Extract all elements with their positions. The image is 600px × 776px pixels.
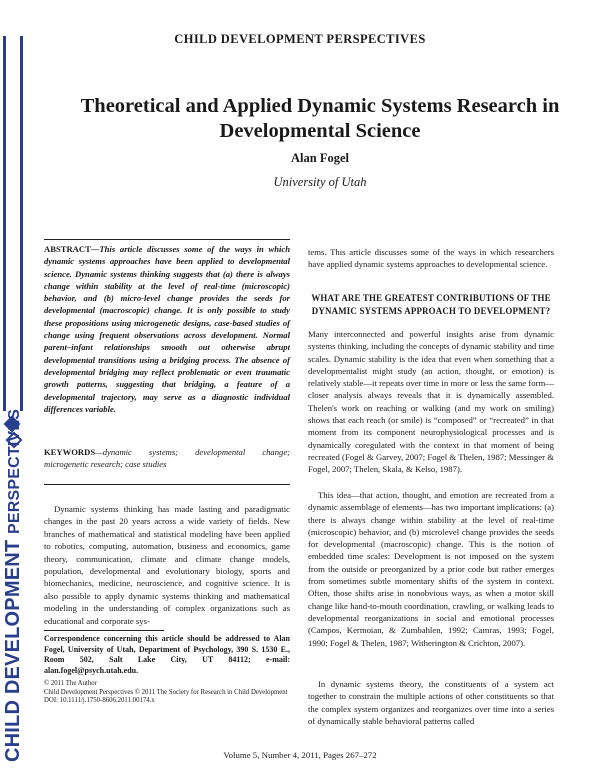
copyright-line: © 2011 The Author bbox=[44, 680, 97, 687]
banner-stripe bbox=[20, 36, 23, 411]
page-footer: Volume 5, Number 4, 2011, Pages 267–272 bbox=[223, 750, 377, 760]
keywords-label: KEYWORDS bbox=[44, 447, 96, 457]
intro-continuation: tems. This article discusses some of the ways in which researchers have applied dynamic systems approaches to developmental science. bbox=[308, 247, 554, 270]
author-affiliation: University of Utah bbox=[273, 175, 367, 189]
abstract-bottom-rule bbox=[44, 484, 290, 485]
abstract-label: ABSTRACT bbox=[44, 244, 91, 254]
copyright-line: Child Development Perspectives © 2011 The Society for Research in Child Development bbox=[44, 688, 288, 696]
running-head: CHILD DEVELOPMENT PERSPECTIVES bbox=[174, 32, 426, 46]
side-title-main: CHILD DEVELOPMENT bbox=[2, 539, 24, 762]
copyright-block bbox=[44, 680, 290, 706]
article-title: Theoretical and Applied Dynamic Systems Research in Developmental Science bbox=[80, 95, 560, 142]
article-author: Alan Fogel bbox=[291, 151, 349, 165]
correspondence-note: Correspondence concerning this article should be addressed to Alan Fogel, University of Utah, Department of Psychology, 390 S. 1530 E., Room 502, Salt Lake City, UT 84112; e-mail: alan.fogel@psych.utah.edu. bbox=[44, 634, 290, 675]
side-title-sub: PERSPECTIVES bbox=[6, 408, 23, 534]
doi-line: DOI: 10.1111/j.1750-8606.2011.00174.x bbox=[44, 697, 155, 705]
section-heading: WHAT ARE THE GREATEST CONTRIBUTIONS OF THE DYNAMIC SYSTEMS APPROACH TO DEVELOPMENT? bbox=[311, 293, 551, 316]
intro-paragraph: Dynamic systems thinking has made lasting and paradigmatic changes in the past 20 years across a wide variety of fields. New branches of mathematical and statistical modeling have been applied to robotics, computing, automation, business and economics, game theory, communication, climate and climate change models, population, developmental and evolutionary biology, sports and biomechanics, medicine, neuroscience, and cognitive science. It is also possible to apply dynamic systems thinking and mathematical modeling in the understanding of complex organizations such as educational and corporate sys- bbox=[44, 504, 290, 626]
footnote-rule bbox=[44, 630, 164, 631]
body-paragraph: In dynamic systems theory, the constituents of a system act together to constrain the multiple actions of other constituents so that the complex system organizes and reorganizes over time into a series of dynamically stable behavioral patterns called bbox=[308, 679, 554, 726]
abstract-top-rule bbox=[44, 239, 290, 240]
body-paragraph: This idea—that action, thought, and emotion are recreated from a dynamic assemblage of elements—has two important implications: (a) there is always change within stability at the level of real-time (microscopic) behavior, and (b) microlevel change provides the seeds for developmental (macroscopic) change. This is the notion of embedded time scales: Development is not imposed on the system from the outside or preorganized by a prior code but rather emerges from sometimes subtle momentary shifts of the system in context. Often, those shifts arise in nonobvious ways, as when a motor skill change like hand-to-mouth coordination, crawling, or walking leads to developmental reorganizations in social and emotional processes (Campos, Kermoian, & Zumbahlen, 1992; Camras, 1993; Fogel, 1990; Fogel & Thelen, 1987; Witherington & Crichton, 2007). bbox=[308, 490, 554, 648]
abstract-text: —This article discusses some of the ways in which dynamic systems approaches have been applied to developmental science. Dynamic systems thinking suggests that (a) there is always change within stability at the level of real-time (microscopic) behavior, and (b) micro-level change provides the seeds for developmental (macroscopic) change. It is only possible to study these propositions using microgenetic designs, case-based studies of change using frequent observations across development. Normal parent–infant relationships smooth out otherwise abrupt developmental transitions using a bridging process. The absence of developmental bridging may reflect problematic or even traumatic growth patterns, suggesting that bridging, a feature of a developmental trajectory, may serve as a diagnostic individual differences variable. bbox=[44, 244, 290, 414]
banner-stripe bbox=[3, 36, 6, 411]
keywords-text: —dynamic systems; developmental change; microgenetic research; case studies bbox=[44, 447, 290, 470]
abstract-block bbox=[44, 243, 290, 415]
journal-side-title bbox=[2, 409, 26, 762]
body-paragraph: Many interconnected and powerful insights arise from dynamic systems thinking, including the concepts of dynamic stability and time scales. Dynamic stability is the idea that even when something that a developmentalist might study (an action, thought, or emotion) is relatively stable—it repeats over time in more or less the same form—closer analysis always reveals that it is dynamically assembled. Thelen's work on reaching or walking (and my work on smiling) shows that each reach (or smile) is “composed” or “recreated” in that moment from its component neurophysiological processes and is dynamically coregulated with the context in that moment of being recreated (Fogel & Garvey, 2007; Fogel & Thelen, 1987; Messinger & Fogel, 2007; Thelen, Skala, & Kelso, 1987). bbox=[308, 329, 554, 475]
keywords-block bbox=[44, 446, 290, 471]
